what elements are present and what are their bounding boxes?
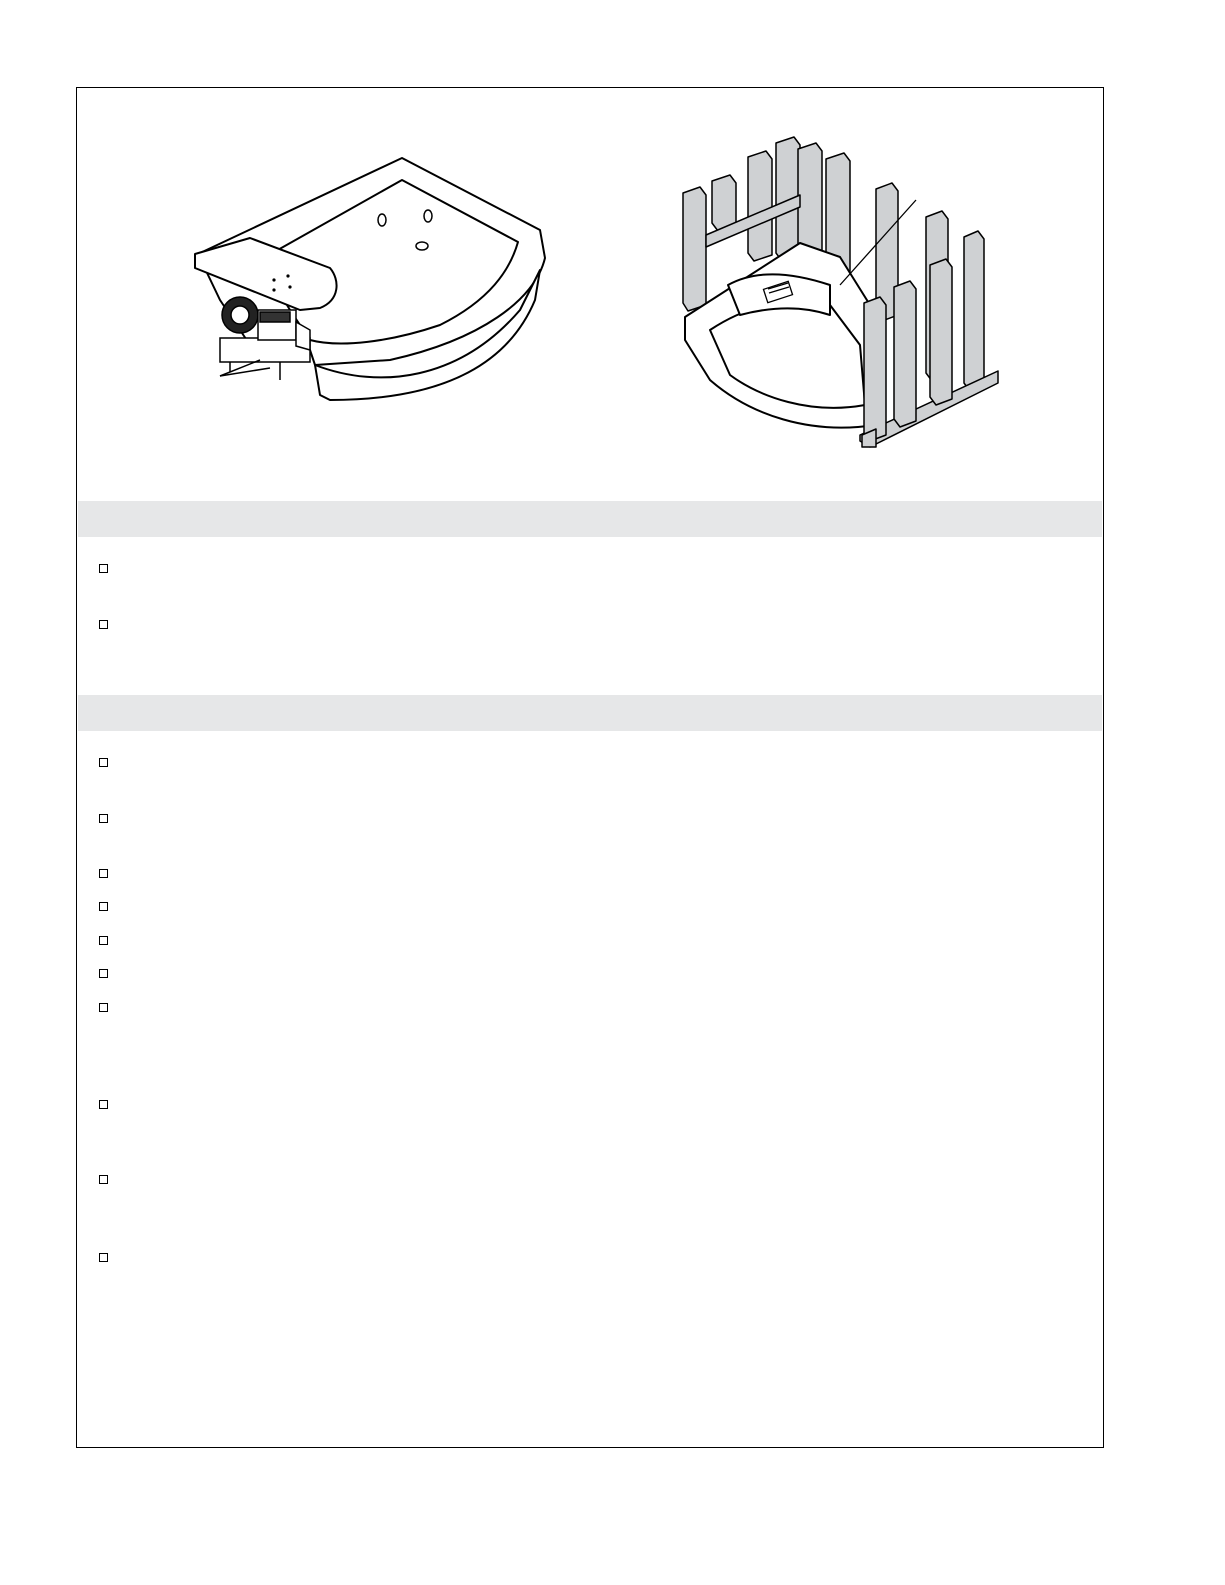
section-heading-band-2	[78, 695, 1102, 731]
checkbox-5[interactable]	[99, 869, 108, 878]
checkbox-6[interactable]	[99, 902, 108, 911]
checkbox-7[interactable]	[99, 936, 108, 945]
checkbox-12[interactable]	[99, 1253, 108, 1262]
section-heading-1	[78, 510, 92, 527]
bath-framing-icon	[680, 135, 1005, 450]
checkbox-11[interactable]	[99, 1175, 108, 1184]
whirlpool-bath-pump-icon	[190, 150, 560, 410]
checkbox-10[interactable]	[99, 1100, 108, 1109]
checkbox-2[interactable]	[99, 620, 108, 629]
checkbox-8[interactable]	[99, 969, 108, 978]
section-heading-2	[78, 704, 92, 721]
checkbox-9[interactable]	[99, 1003, 108, 1012]
checkbox-4[interactable]	[99, 814, 108, 823]
checkbox-3[interactable]	[99, 758, 108, 767]
checkbox-1[interactable]	[99, 564, 108, 573]
section-heading-band-1	[78, 501, 1102, 537]
